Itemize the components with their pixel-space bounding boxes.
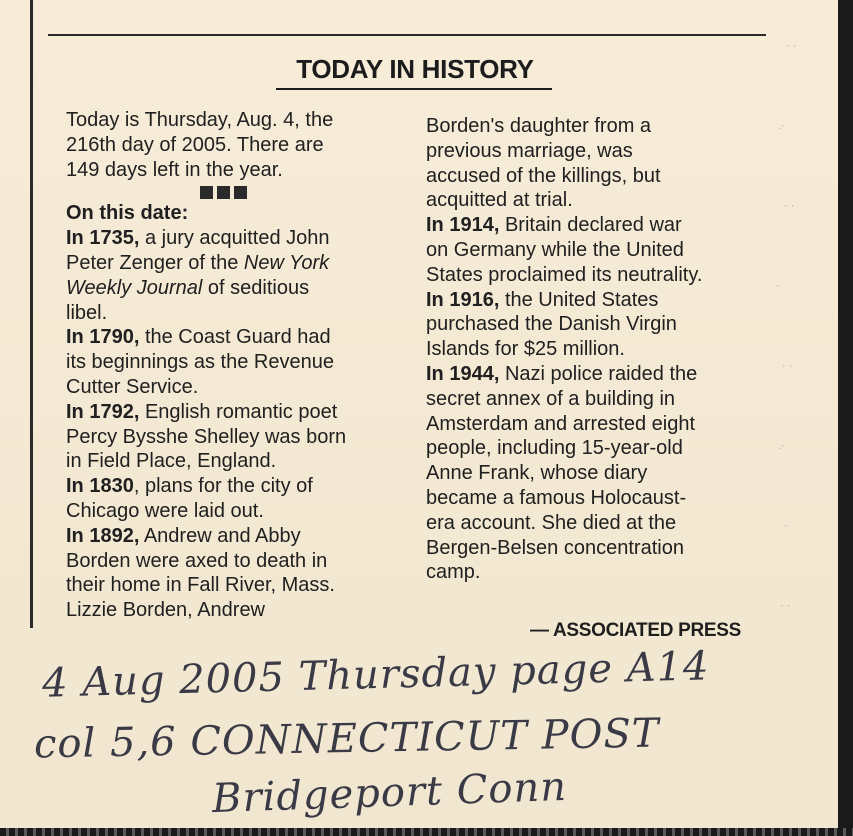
event-text: Britain declared war [499,214,682,237]
show-through-marks: · · .· · · · · · .· · · · [776,40,797,612]
event-year: In 1830 [66,475,134,498]
event-text: Andrew and Abby [139,524,301,547]
event-year: In 1790, [66,326,140,349]
intro-line: Today is Thursday, Aug. 4, the [66,109,334,131]
event-text: Amsterdam and arrested eight [426,412,696,435]
scan-background-edge [838,0,853,836]
event-text: purchased the Danish Virgin [426,313,677,336]
handwritten-source-note: col 5,6 CONNECTICUT POST [33,710,660,768]
intro-line: 216th day of 2005. There are [66,133,324,156]
handwritten-date-note: 4 Aug 2005 Thursday page A14 [41,643,710,707]
handwritten-location-note: Bridgeport Conn [211,763,568,823]
event-text: its beginnings as the Revenue [66,351,334,374]
event-text: the United States [499,288,659,311]
headline-underline [276,88,552,90]
event-text: their home in Fall River, Mass. [66,574,335,597]
event-text: Nazi police raided the [499,362,698,385]
event-text: Borden's daughter from a [426,115,652,137]
right-column [426,114,766,585]
event-text: States proclaimed its neutrality. [426,263,703,286]
event-year: In 1914, [426,214,500,237]
scan-bottom-edge [0,828,853,836]
section-heading: On this date: [66,202,189,225]
event-year: In 1916, [426,288,500,311]
event-text: Percy Bysshe Shelley was born [66,425,347,448]
event-year: In 1944, [426,362,500,385]
event-text: previous marriage, was [426,139,633,162]
divider-square-icon [200,186,213,199]
event-text: Peter Zenger of the [66,251,244,274]
event-text: a jury acquitted John [139,227,330,250]
event-text: Cutter Service. [66,375,199,398]
event-text: on Germany while the United [426,238,684,261]
event-text: secret annex of a building in [426,387,676,410]
event-text: Bergen-Belsen concentration [426,536,684,559]
event-text: Lizzie Borden, Andrew [66,599,266,622]
column-rule-left [30,0,33,628]
divider-square-icon [217,186,230,199]
event-text: in Field Place, England. [66,450,277,473]
event-text: libel. [66,301,108,324]
headline: TODAY IN HISTORY [296,54,534,84]
event-text: Islands for $25 million. [426,338,625,361]
event-text: , plans for the city of [133,475,313,498]
event-text: Borden were axed to death in [66,549,328,572]
section-divider [66,186,406,199]
left-column [66,108,406,623]
event-year: In 1792, [66,400,140,423]
divider-square-icon [234,186,247,199]
event-year: In 1735, [66,227,140,250]
publication-title: Weekly Journal [66,276,203,299]
event-text: people, including 15-year-old [426,437,683,460]
event-text: Anne Frank, whose diary [426,462,648,485]
event-year: In 1892, [66,524,140,547]
byline-credit: — ASSOCIATED PRESS [530,620,742,641]
event-text: era account. She died at the [426,511,677,534]
event-text: Chicago were laid out. [66,499,264,522]
event-text: acquitted at trial. [426,189,573,212]
top-rule [48,34,766,36]
event-text: the Coast Guard had [139,326,331,349]
event-text: became a famous Holocaust- [426,486,687,509]
event-text: of seditious [202,276,310,299]
event-text: English romantic poet [139,400,338,423]
event-text: camp. [426,561,481,584]
publication-title: New York [243,251,330,274]
event-text: accused of the killings, but [426,164,661,187]
intro-line: 149 days left in the year. [66,158,283,181]
